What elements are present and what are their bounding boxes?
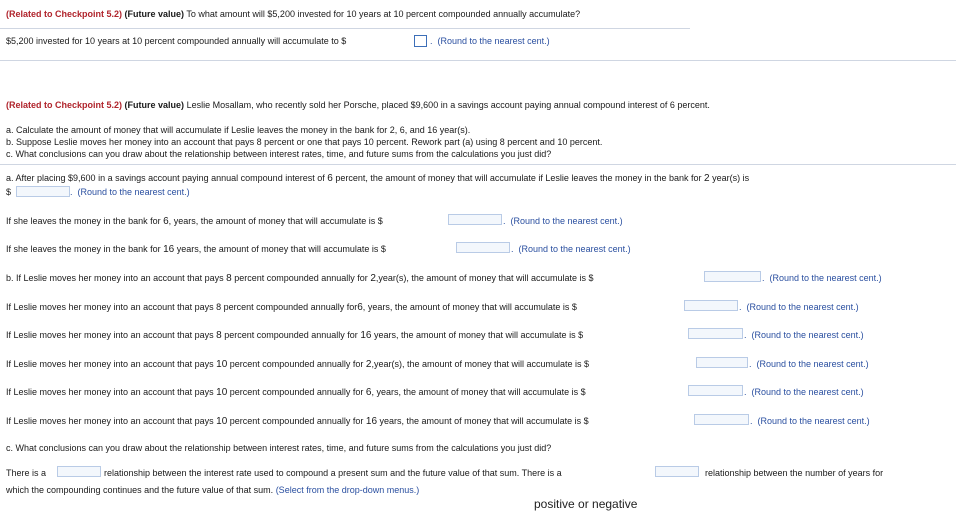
b-row-4: If Leslie moves her money into an account that pays 10 percent compounded annually for 2,year(s), the amount of money that will accumulate is $ <box>6 359 590 370</box>
q1-round-note: . (Round to the nearest cent.) <box>430 36 550 46</box>
c-question: c. What conclusions can you draw about the relationship between interest rates, time, and future sums from the calculations you just did? <box>6 443 552 453</box>
b-10pct-2yr-input[interactable] <box>696 357 748 368</box>
q1-topic: (Future value) <box>124 9 185 19</box>
q1-answer-line <box>6 36 346 46</box>
b-8pct-2yr-input[interactable] <box>704 271 761 282</box>
q1-tag: (Related to Checkpoint 5.2) <box>6 9 123 19</box>
c-text-1b: relationship between the interest rate used to compound a present sum and the future value of that sum. There is a <box>104 468 562 478</box>
a-line-2: If she leaves the money in the bank for 6, years, the amount of money that will accumulate is $ <box>6 216 383 227</box>
q2-part-c: c. What conclusions can you draw about the relationship between interest rates, time, and future sums from the calculations you just did? <box>6 149 552 159</box>
round-note: . (Round to the nearest cent.) <box>750 416 870 426</box>
a-rate: 6 <box>327 173 333 184</box>
b-row-6: If Leslie moves her money into an account that pays 10 percent compounded annually for 16 years, the amount of money that will accumulate is $ <box>6 416 589 427</box>
round-note: . (Round to the nearest cent.) <box>762 273 882 283</box>
q1-answer-input[interactable] <box>414 35 427 47</box>
b-8pct-6yr-input[interactable] <box>684 300 738 311</box>
a-line-1: a. After placing $9,600 in a savings account paying annual compound interest of 6 percent, the amount of money that will accumulate if Leslie leaves the money in the bank for 2 year(s) is <box>6 173 750 184</box>
a-dollar: $ <box>6 187 12 197</box>
footer-caption: positive or negative <box>534 497 638 511</box>
q2-topic: (Future value) <box>124 100 185 110</box>
round-note: . (Round to the nearest cent.) <box>70 187 190 197</box>
a-2yr-input[interactable] <box>16 186 70 197</box>
a-years: 2 <box>704 173 710 184</box>
q1-answer-prefix: $5,200 invested for 10 years at 10 percent compounded annually will accumulate to $ <box>6 36 347 46</box>
c-text-1a: There is a <box>6 468 47 478</box>
q2-part-a: a. Calculate the amount of money that will accumulate if Leslie leaves the money in the bank for 2, 6, and 16 year(s). <box>6 125 471 135</box>
round-note: . (Round to the nearest cent.) <box>744 330 864 340</box>
b-row-3: If Leslie moves her money into an account that pays 8 percent compounded annually for 16 years, the amount of money that will accumulate is $ <box>6 330 584 341</box>
divider <box>0 28 690 29</box>
c-text-1c: relationship between the number of years for <box>705 468 884 478</box>
c-note: (Select from the drop-down menus.) <box>275 485 420 495</box>
q2-tag: (Related to Checkpoint 5.2) <box>6 100 123 110</box>
q2-intro: Leslie Mosallam, who recently sold her Porsche, placed $9,600 in a savings account paying annual compound interest of 6 percent. <box>186 100 710 110</box>
a-6yr-input[interactable] <box>448 214 502 225</box>
b-row-2: If Leslie moves her money into an account that pays 8 percent compounded annually for6, years, the amount of money that will accumulate is $ <box>6 302 577 313</box>
c-dropdown-1[interactable] <box>57 466 101 477</box>
round-note: . (Round to the nearest cent.) <box>511 244 631 254</box>
b-10pct-6yr-input[interactable] <box>688 385 743 396</box>
q1-question: To what amount will $5,200 invested for 10 years at 10 percent compounded annually accumulate? <box>186 9 581 19</box>
section-divider <box>0 60 956 61</box>
q1-header <box>6 9 580 19</box>
round-note: . (Round to the nearest cent.) <box>749 359 869 369</box>
divider <box>0 164 956 165</box>
a-16yr-input[interactable] <box>456 242 510 253</box>
b-row-1: b. If Leslie moves her money into an account that pays 8 percent compounded annually for 2,year(s), the amount of money that will accumulate is $ <box>6 273 594 284</box>
round-note: . (Round to the nearest cent.) <box>744 387 864 397</box>
c-dropdown-2[interactable] <box>655 466 699 477</box>
q2-header <box>6 100 710 110</box>
a-line-3: If she leaves the money in the bank for 16 years, the amount of money that will accumulate is $ <box>6 244 386 255</box>
q2-part-b: b. Suppose Leslie moves her money into an account that pays 8 percent or one that pays 10 percent. Rework part (a) using 8 percent and 10 percent. <box>6 137 603 147</box>
c-line-2: which the compounding continues and the future value of that sum. (Select from the drop-down menus.) <box>6 485 420 495</box>
b-row-5: If Leslie moves her money into an account that pays 10 percent compounded annually for 6, years, the amount of money that will accumulate is $ <box>6 387 586 398</box>
round-note: . (Round to the nearest cent.) <box>739 302 859 312</box>
round-note: . (Round to the nearest cent.) <box>503 216 623 226</box>
b-10pct-16yr-input[interactable] <box>694 414 749 425</box>
b-8pct-16yr-input[interactable] <box>688 328 743 339</box>
